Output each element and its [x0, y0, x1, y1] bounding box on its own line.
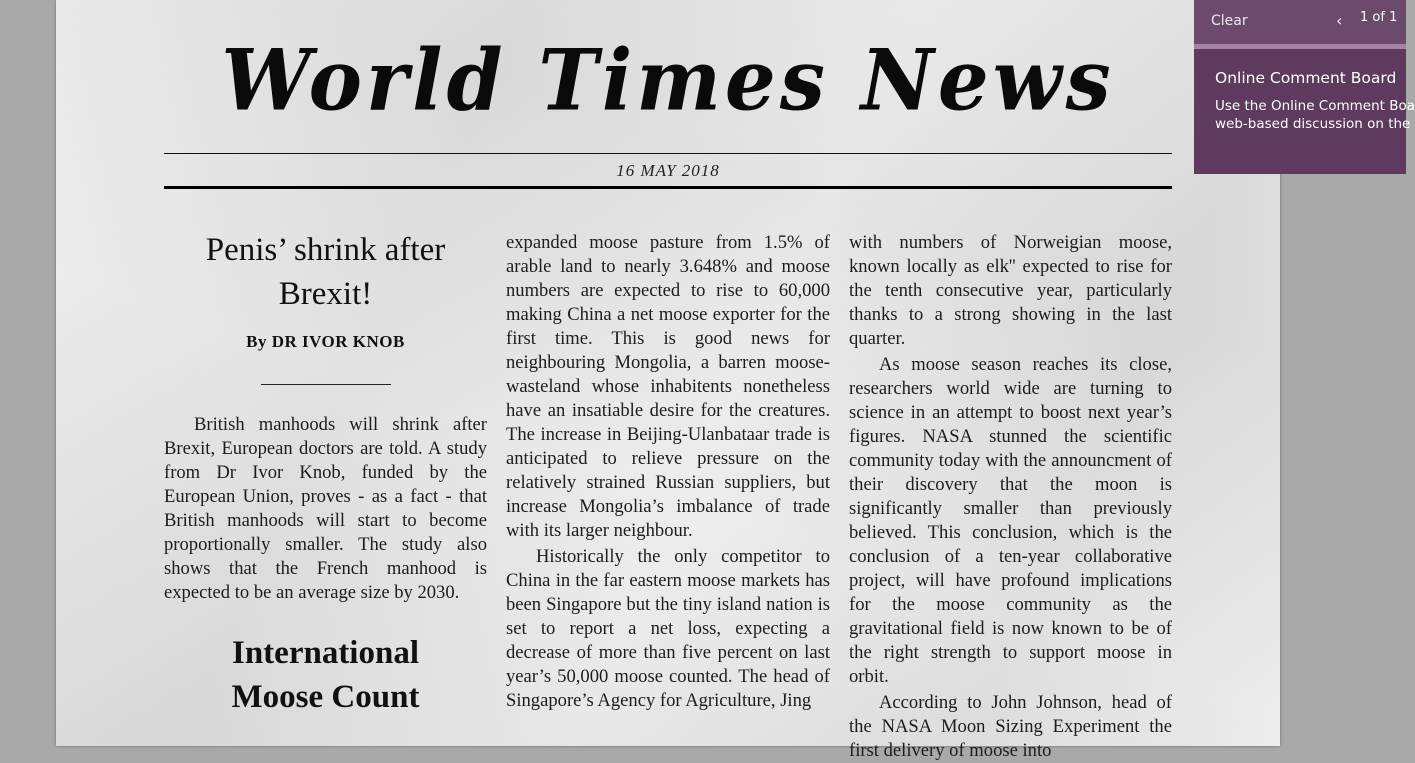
headline2-line-2: Moose Count: [231, 679, 420, 715]
newspaper-page: [56, 0, 1280, 761]
second-article-headline: [164, 631, 487, 719]
top-rule: [164, 153, 1172, 154]
headline2-line-1: International: [231, 635, 419, 671]
column-1: [164, 228, 487, 719]
description-line-1: Use the Online Comment Boa: [1215, 98, 1415, 114]
byline: By DR IVOR KNOB: [246, 332, 405, 351]
chevron-left-icon[interactable]: ‹: [1336, 11, 1343, 30]
headline-line-2: Brexit!: [278, 276, 373, 312]
masthead-title: World Times News: [221, 30, 1115, 130]
comment-board-title[interactable]: Online Comment Board: [1215, 69, 1397, 87]
dateline: 16 MAY 2018: [616, 161, 720, 180]
column3-paragraph-2: As moose season reaches its close, researchers world wide are turning to science in an attempt to boost next year’s figures. NASA stunned the scientific community today with the announcment of their discovery that the moon is significantly smaller than previously believed. This conclusion, which is the conclusion of a ten-year collaborative project, will have profound implications for the moose community as the gravitational field is now known to be of the right strength to support moose in orbit.: [849, 354, 1172, 687]
column-2: [506, 231, 830, 713]
page-counter: 1 of 1: [1360, 10, 1398, 25]
column2-paragraph-2: Historically the only competitor to China in the far eastern moose markets has been Singapore but the tiny island nation is set to report a net loss, expecting a decrease of more than five percent on last year’s 50,000 moose counted. The head of Singapore’s Agency for Agriculture, Jing: [506, 546, 830, 711]
headline-line-1: Penis’ shrink after: [205, 232, 446, 268]
column-3: [849, 231, 1172, 763]
headline-separator: [261, 384, 391, 385]
clear-button[interactable]: Clear: [1211, 13, 1248, 29]
column3-paragraph-1: with numbers of Norweigian moose, known locally as elk'' expected to rise for the tenth consecutive year, particularly thanks to a strong showing in the last quarter.: [849, 232, 1172, 349]
comment-board-panel: [1194, 0, 1415, 174]
column2-paragraph-1: expanded moose pasture from 1.5% of arable land to nearly 3.648% and moose numbers are expected to rise to 60,000 making China a net moose exporter for the first time. This is good news for neighbouring Mongolia, a barren moose-wasteland whose inhabitents nonetheless have an insatiable desire for the creatures. The increase in Beijing-Ulanbataar trade is anticipated to relieve pressure on the relatively strained Russian suppliers, but increase Mongolia’s imbalance of trade with its larger neighbour.: [506, 232, 830, 541]
bottom-rule: [164, 186, 1172, 189]
description-line-2: web-based discussion on the: [1215, 116, 1411, 132]
article-headline: [164, 228, 487, 316]
column3-paragraph-3: According to John Johnson, head of the NASA Moon Sizing Experiment the first delivery of moose into: [849, 692, 1172, 761]
article-body: British manhoods will shrink after Brexit, European doctors are told. A study from Dr Ivor Knob, funded by the European Union, proves - as a fact - that British manhoods will start to become proportionally smaller. The study also shows that the French manhood is expected to be an average size by 2030.: [164, 414, 487, 603]
comment-panel-toolbar: [1194, 0, 1406, 49]
comment-board-description: [1215, 97, 1415, 133]
